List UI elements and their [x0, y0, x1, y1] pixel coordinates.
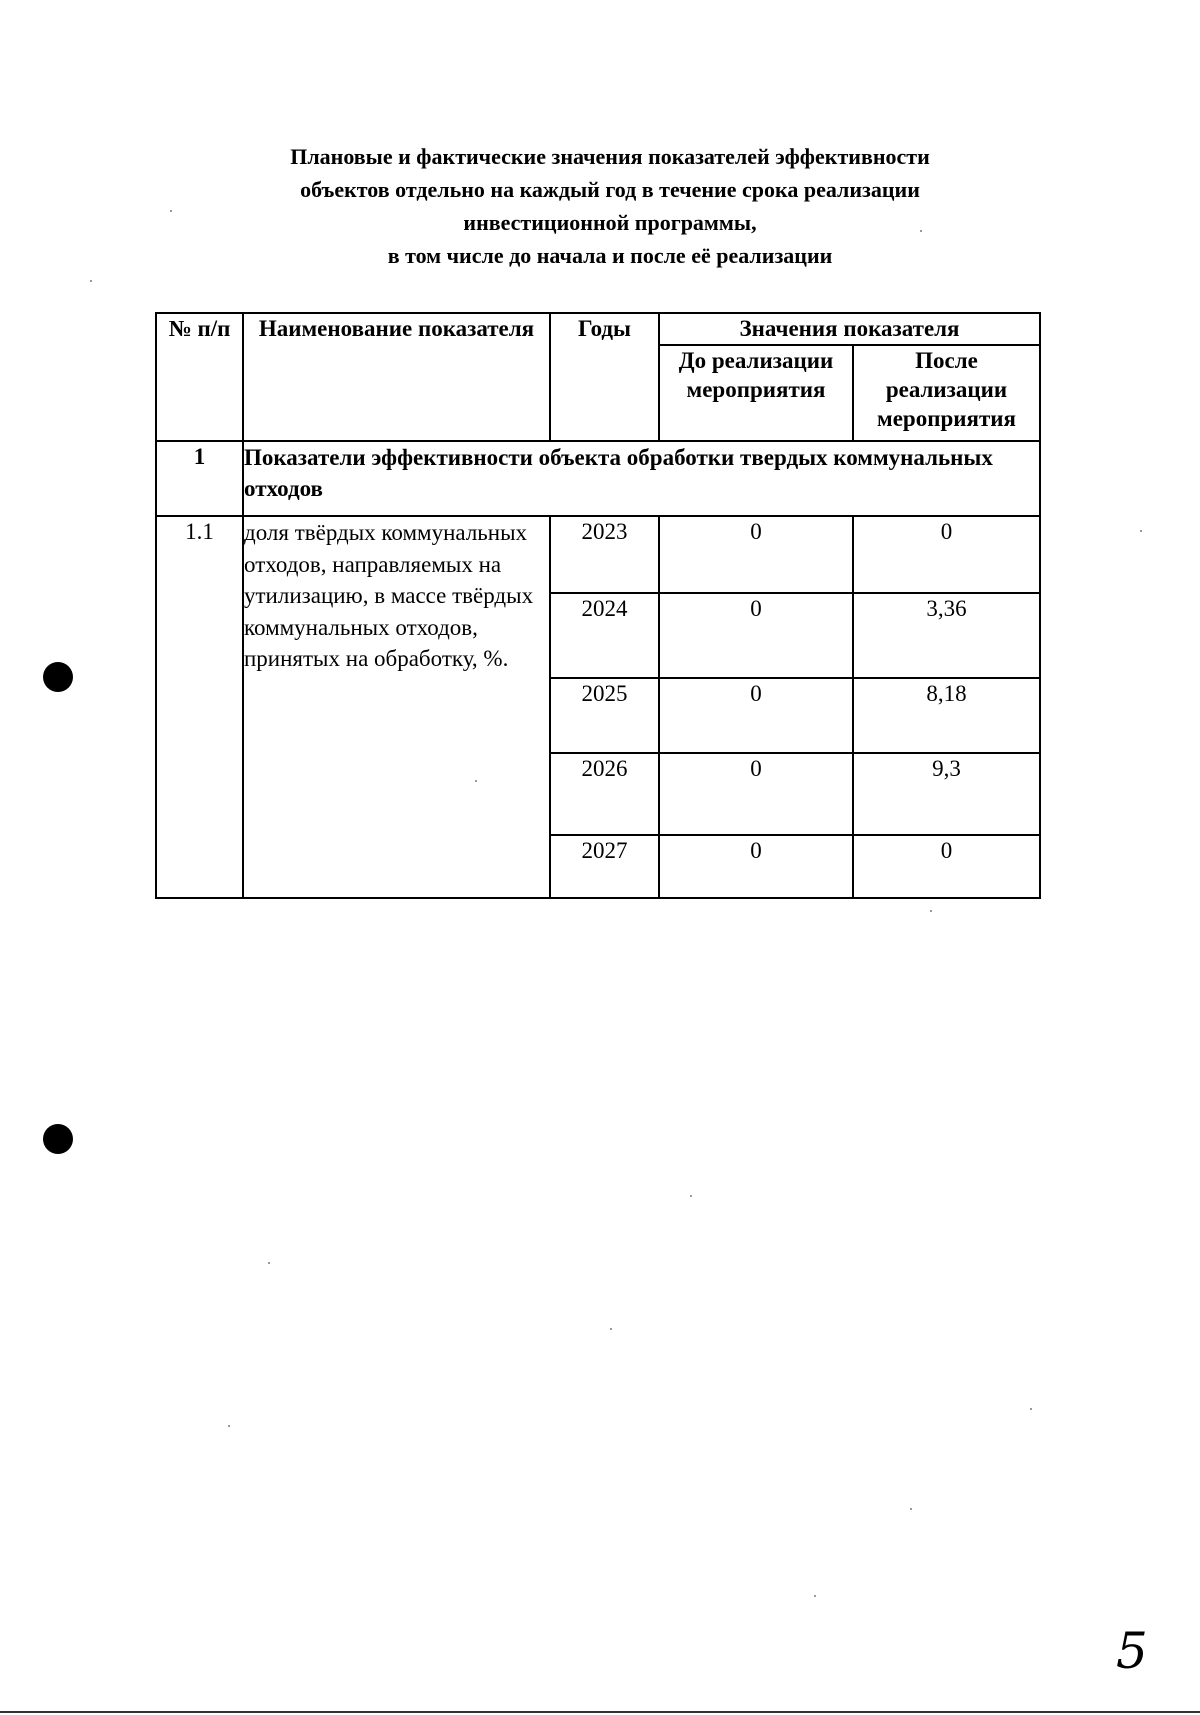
scan-speck — [1030, 1408, 1032, 1410]
document-title — [140, 140, 1080, 272]
scan-speck — [228, 1425, 230, 1427]
title-line-1: Плановые и фактические значения показателей эффективности — [290, 144, 930, 169]
scan-speck — [814, 1595, 816, 1597]
scan-speck — [170, 210, 172, 212]
year-cell: 2027 — [550, 835, 659, 898]
indicator-name: доля твёрдых коммунальных отходов, направляемых на утилизацию, в массе твёрдых коммунальных отходов, принятых на обработку, %. — [243, 516, 550, 898]
scan-speck — [1140, 530, 1142, 532]
section-row — [156, 441, 1040, 516]
page-bottom-edge — [0, 1711, 1200, 1713]
year-cell: 2023 — [550, 516, 659, 593]
section-title: Показатели эффективности объекта обработки твердых коммунальных отходов — [243, 441, 1040, 516]
table-header-row — [156, 313, 1040, 345]
header-before: До реализации мероприятия — [659, 345, 853, 441]
indicator-num: 1.1 — [156, 516, 243, 898]
before-value: 0 — [659, 753, 853, 835]
section-num: 1 — [156, 441, 243, 516]
binder-hole-mark — [43, 662, 73, 692]
page-number: 5 — [1116, 1622, 1148, 1680]
year-cell: 2025 — [550, 678, 659, 753]
scan-speck — [268, 1262, 270, 1264]
header-values-group: Значения показателя — [659, 313, 1040, 345]
indicators-table — [155, 312, 1041, 899]
title-line-2: объектов отдельно на каждый год в течение срока реализации — [300, 177, 920, 202]
scan-speck — [475, 780, 477, 782]
before-value: 0 — [659, 516, 853, 593]
after-value: 0 — [853, 516, 1040, 593]
scan-speck — [90, 280, 92, 282]
after-value: 9,3 — [853, 753, 1040, 835]
scan-speck — [610, 1328, 612, 1330]
title-line-3: инвестиционной программы, — [463, 210, 757, 235]
header-years: Годы — [550, 313, 659, 441]
before-value: 0 — [659, 593, 853, 678]
binder-hole-mark — [43, 1124, 73, 1154]
year-cell: 2024 — [550, 593, 659, 678]
scan-speck — [920, 230, 922, 232]
scan-speck — [690, 1195, 692, 1197]
header-num: № п/п — [156, 313, 243, 441]
header-after: После реализации мероприятия — [853, 345, 1040, 441]
after-value: 0 — [853, 835, 1040, 898]
year-cell: 2026 — [550, 753, 659, 835]
scan-speck — [930, 910, 932, 912]
after-value: 8,18 — [853, 678, 1040, 753]
table-row — [156, 516, 1040, 593]
before-value: 0 — [659, 835, 853, 898]
title-line-4: в том числе до начала и после её реализации — [387, 243, 833, 268]
after-value: 3,36 — [853, 593, 1040, 678]
scan-speck — [910, 1508, 912, 1510]
header-name: Наименование показателя — [243, 313, 550, 441]
before-value: 0 — [659, 678, 853, 753]
